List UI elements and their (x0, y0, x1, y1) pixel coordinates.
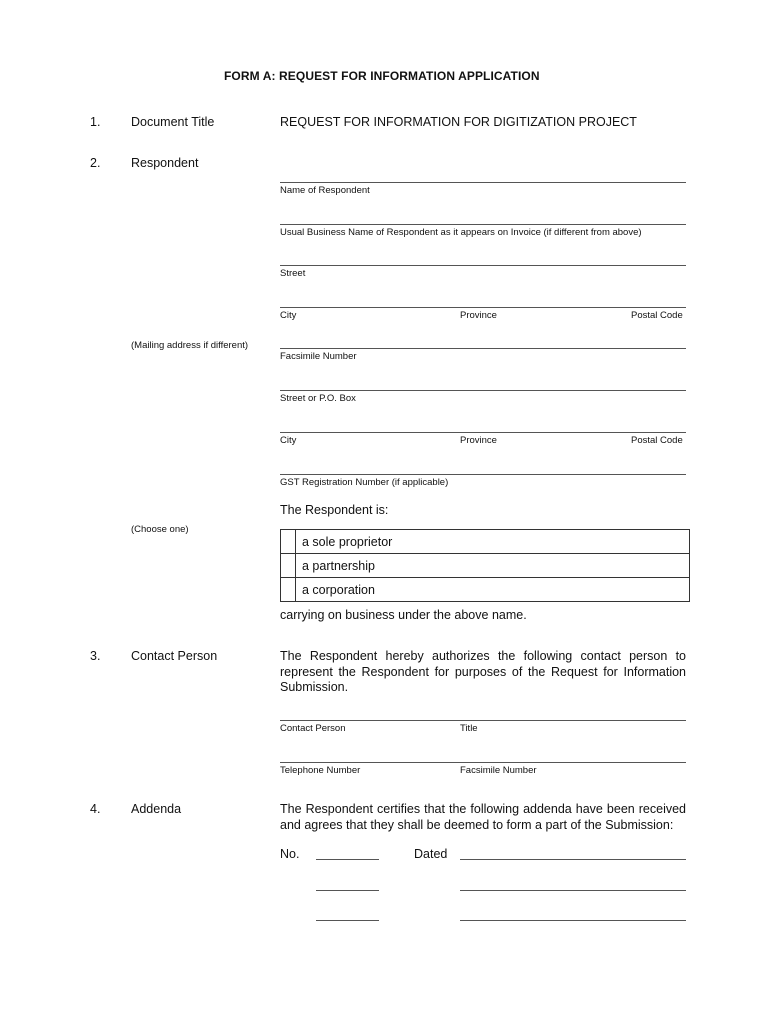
section-2-label: Respondent (131, 156, 199, 170)
name-of-respondent-line[interactable] (280, 182, 686, 183)
option-row (281, 530, 690, 554)
partnership-checkbox[interactable] (281, 554, 296, 578)
gst-caption: GST Registration Number (if applicable) (280, 477, 449, 488)
partnership-label: a partnership (296, 554, 690, 578)
street-line[interactable] (280, 265, 686, 266)
street-po-caption: Street or P.O. Box (280, 393, 356, 404)
facsimile-caption: Facsimile Number (280, 351, 357, 362)
city-province-postal-line[interactable] (280, 307, 686, 308)
business-name-line[interactable] (280, 224, 686, 225)
contact-person-caption: Contact Person (280, 723, 346, 734)
gst-line[interactable] (280, 474, 686, 475)
contact-title-line[interactable] (280, 720, 686, 721)
option-row (281, 554, 690, 578)
addenda-dated-field-3[interactable] (460, 920, 686, 921)
sole-proprietor-checkbox[interactable] (281, 530, 296, 554)
addenda-no-field-1[interactable] (316, 859, 379, 860)
section-1-label: Document Title (131, 115, 215, 129)
option-row (281, 578, 690, 602)
corporation-label: a corporation (296, 578, 690, 602)
addenda-dated-field-2[interactable] (460, 890, 686, 891)
addenda-no-field-2[interactable] (316, 890, 379, 891)
city-caption: City (280, 310, 297, 321)
section-3-number: 3. (90, 649, 101, 663)
telephone-caption: Telephone Number (280, 765, 361, 776)
contact-authorization-text: The Respondent hereby authorizes the following contact person to represent the Respondent for purposes of the Request for Information Submission. (280, 649, 686, 694)
telephone-fax-line[interactable] (280, 762, 686, 763)
sole-proprietor-label: a sole proprietor (296, 530, 690, 554)
section-4-label: Addenda (131, 802, 182, 816)
mailing-address-note: (Mailing address if different) (131, 340, 249, 351)
addenda-no-field-3[interactable] (316, 920, 379, 921)
corporation-checkbox[interactable] (281, 578, 296, 602)
addenda-dated-label: Dated (414, 847, 448, 861)
contact-facsimile-caption: Facsimile Number (460, 765, 537, 776)
document-title-value: REQUEST FOR INFORMATION FOR DIGITIZATION PROJECT (280, 115, 637, 129)
section-4-number: 4. (90, 802, 101, 816)
addenda-certification-text: The Respondent certifies that the following addenda have been received and agrees that they shall be deemed to form a part of the Submission: (280, 802, 686, 832)
postal-code-caption: Postal Code (631, 310, 683, 321)
section-1-number: 1. (90, 115, 101, 129)
section-2-number: 2. (90, 156, 101, 170)
mailing-postal-code-caption: Postal Code (631, 435, 683, 446)
mailing-province-caption: Province (460, 435, 497, 446)
facsimile-line[interactable] (280, 348, 686, 349)
choose-one-note: (Choose one) (131, 524, 189, 535)
respondent-is-label: The Respondent is: (280, 503, 389, 517)
name-of-respondent-caption: Name of Respondent (280, 185, 370, 196)
title-caption: Title (460, 723, 478, 734)
section-3-label: Contact Person (131, 649, 218, 663)
addenda-dated-field-1[interactable] (460, 859, 686, 860)
mailing-city-caption: City (280, 435, 297, 446)
addenda-no-label: No. (280, 847, 300, 861)
business-name-caption: Usual Business Name of Respondent as it appears on Invoice (if different from above) (280, 227, 642, 238)
street-caption: Street (280, 268, 306, 279)
carrying-on-text: carrying on business under the above name. (280, 608, 527, 622)
respondent-type-table (280, 529, 690, 602)
form-title: FORM A: REQUEST FOR INFORMATION APPLICATION (224, 69, 540, 83)
street-po-line[interactable] (280, 390, 686, 391)
mailing-city-line[interactable] (280, 432, 686, 433)
province-caption: Province (460, 310, 497, 321)
